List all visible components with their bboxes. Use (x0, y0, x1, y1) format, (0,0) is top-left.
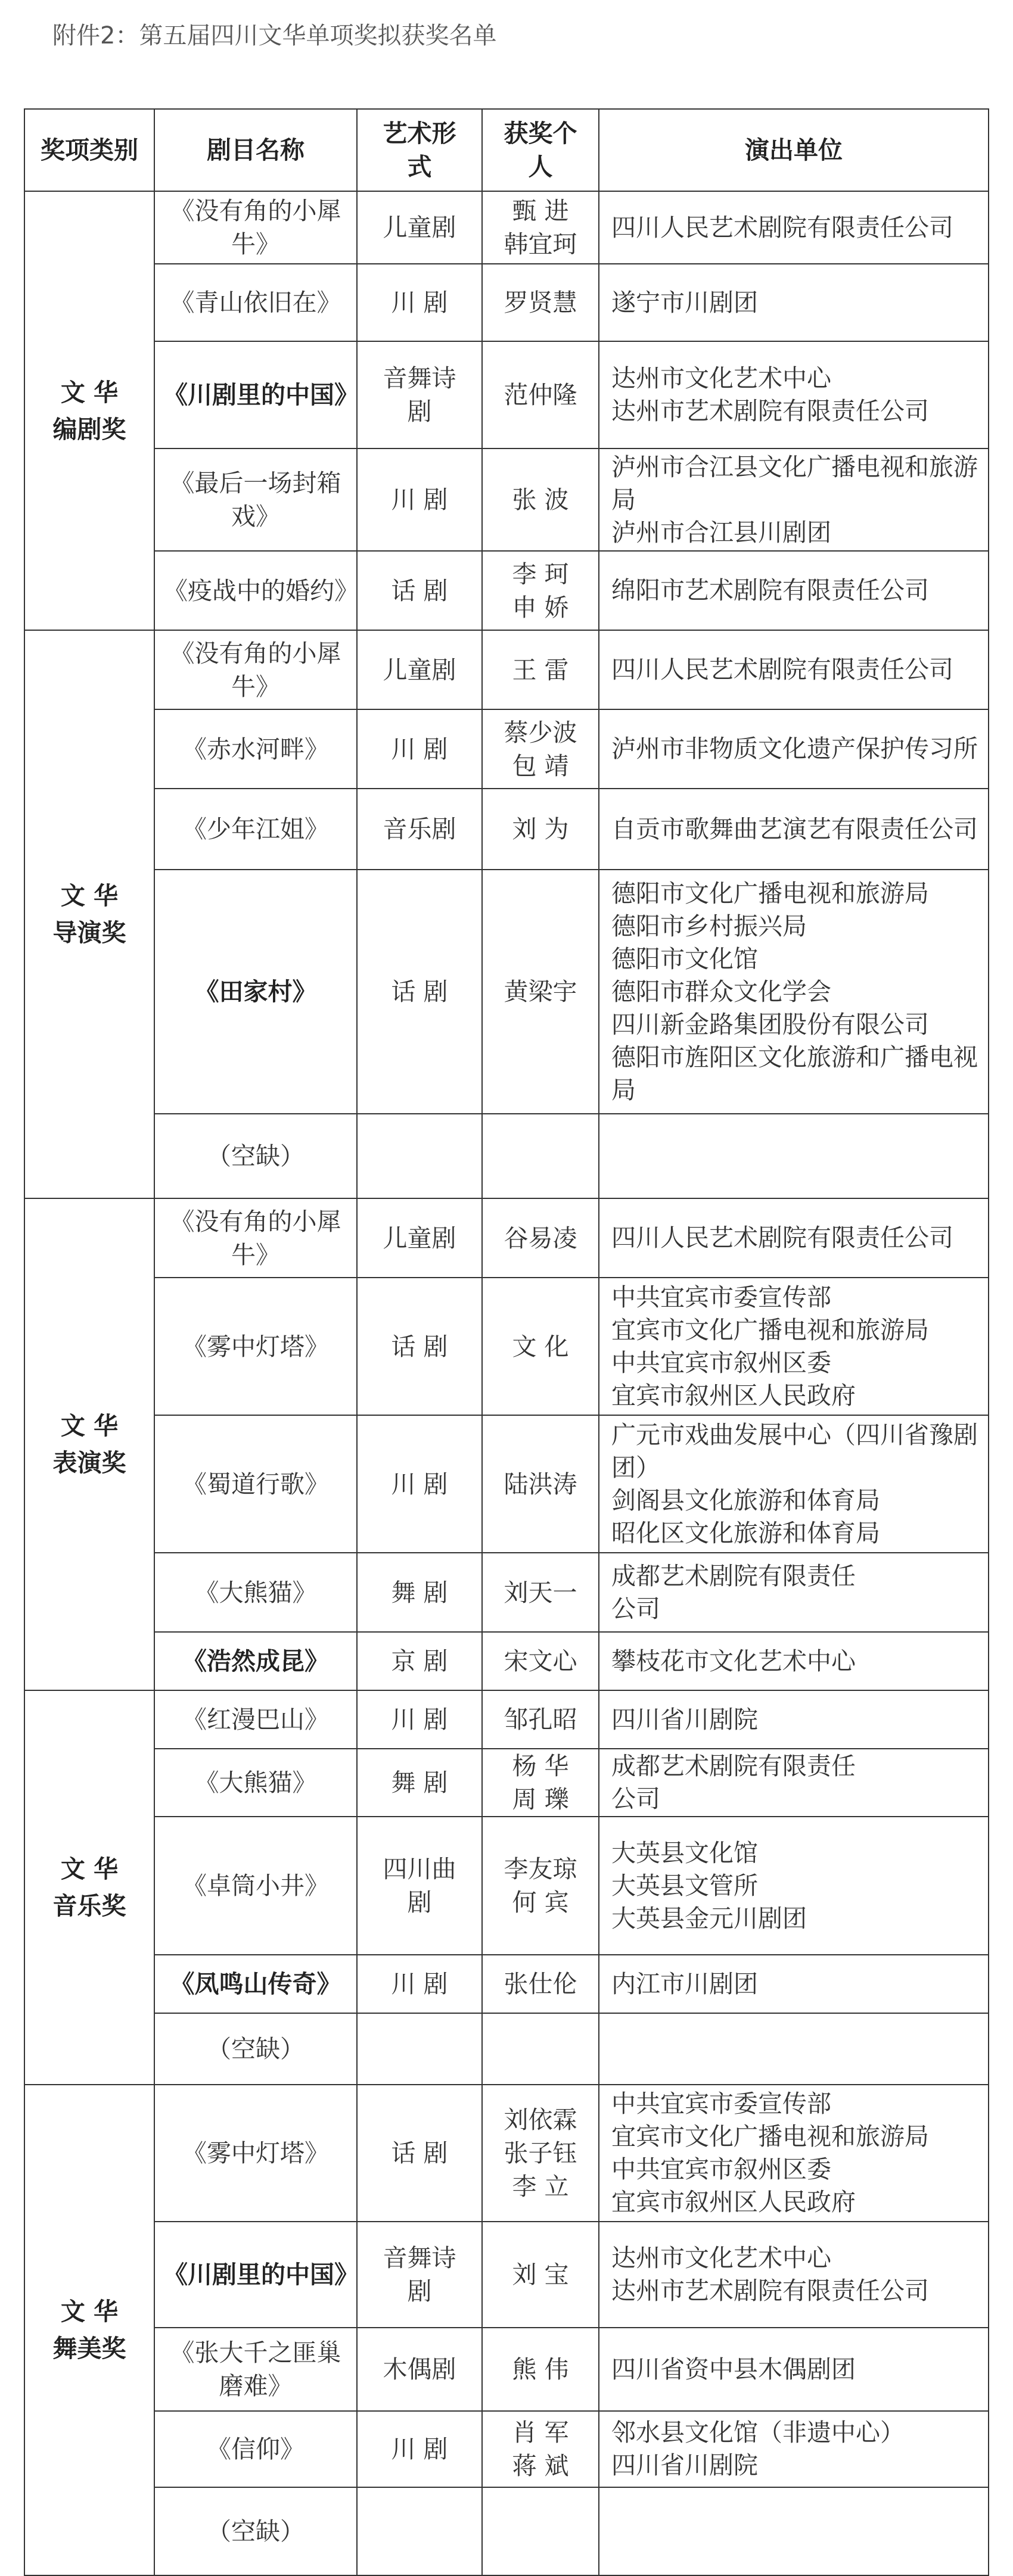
award-person: 刘依霖 (504, 2105, 577, 2134)
award-person-cell (482, 1632, 599, 1690)
play-name: 《没有角的小犀牛》 (154, 1198, 357, 1278)
award-person: 张子钰 (504, 2139, 577, 2167)
play-name: 《凤鸣山传奇》 (154, 1955, 357, 2013)
art-form (357, 2487, 482, 2575)
award-person-cell (482, 630, 599, 709)
performing-unit: 四川人民艺术剧院有限责任公司 (611, 1223, 953, 1252)
award-person: 周 瓅 (512, 1785, 569, 1814)
award-person: 刘天一 (504, 1578, 577, 1607)
performing-unit: 四川人民艺术剧院有限责任公司 (611, 213, 953, 242)
performing-unit-cell (599, 551, 989, 630)
performing-unit-cell (599, 630, 989, 709)
performing-unit: 剑阁县文化旅游和体育局 (611, 1485, 880, 1515)
play-name: 《赤水河畔》 (154, 709, 357, 789)
performing-unit: 德阳市群众文化学会 (611, 977, 831, 1006)
performing-unit-cell (599, 1553, 989, 1632)
table-row (24, 341, 989, 448)
performing-unit: 达州市文化艺术中心 (611, 364, 831, 393)
award-person-cell (482, 2085, 599, 2222)
play-name: 《疫战中的婚约》 (154, 551, 357, 630)
award-person-cell (482, 264, 599, 341)
performing-unit-cell (599, 2085, 989, 2222)
performing-unit: 中共宜宾市委宣传部 (611, 1282, 831, 1312)
play-name: （空缺） (154, 2487, 357, 2575)
award-person: 邹孔昭 (504, 1705, 577, 1734)
performing-unit-cell (599, 1415, 989, 1553)
performing-unit: 德阳市乡村振兴局 (611, 911, 807, 940)
performing-unit: 自贡市歌舞曲艺演艺有限责任公司 (611, 814, 978, 843)
table-row (24, 1690, 989, 1749)
art-form: 木偶剧 (357, 2328, 482, 2411)
performing-unit: 达州市艺术剧院有限责任公司 (611, 2276, 929, 2305)
performing-unit: 公司 (611, 1784, 660, 1813)
award-person: 李 珂 (512, 559, 569, 588)
art-form: 川 剧 (357, 1955, 482, 2013)
art-form: 儿童剧 (357, 1198, 482, 1278)
table-row (24, 191, 989, 264)
table-row (24, 1278, 989, 1415)
award-person-cell (482, 1553, 599, 1632)
award-person: 熊 伟 (512, 2355, 569, 2384)
table-row (24, 1749, 989, 1817)
performing-unit-cell (599, 2013, 989, 2085)
award-person: 韩宜珂 (504, 230, 577, 258)
performing-unit: 中共宜宾市委宣传部 (611, 2089, 831, 2118)
table-header-row (24, 109, 989, 191)
performing-unit: 大英县金元川剧团 (611, 1904, 807, 1933)
art-form: 音乐剧 (357, 789, 482, 870)
performing-unit-cell (599, 789, 989, 870)
performing-unit-cell (599, 2328, 989, 2411)
performing-unit: 四川省资中县木偶剧团 (611, 2354, 856, 2384)
art-form: 话 剧 (357, 2085, 482, 2222)
category-label: 编剧奖 (52, 415, 126, 444)
performing-unit: 泸州市合江县川剧团 (611, 518, 831, 547)
header-play: 剧目名称 (154, 109, 357, 191)
award-person-cell (482, 2222, 599, 2328)
performing-unit-cell (599, 448, 989, 551)
art-form: 话 剧 (357, 870, 482, 1114)
table-row (24, 2085, 989, 2222)
award-person-cell (482, 870, 599, 1114)
performing-unit-cell (599, 1632, 989, 1690)
document-title: 附件2：第五届四川文华单项奖拟获奖名单 (52, 22, 497, 49)
award-table (24, 108, 989, 2576)
performing-unit: 泸州市非物质文化遗产保护传习所 (611, 734, 978, 763)
play-name: 《大熊猫》 (154, 1553, 357, 1632)
play-name: 《雾中灯塔》 (154, 2085, 357, 2222)
performing-unit-cell (599, 1817, 989, 1955)
play-name: 《蜀道行歌》 (154, 1415, 357, 1553)
performing-unit: 大英县文化馆 (611, 1838, 758, 1867)
award-person-cell (482, 448, 599, 551)
art-form: 川 剧 (357, 709, 482, 789)
table-row (24, 2411, 989, 2487)
award-person-cell (482, 1278, 599, 1415)
table-row (24, 2222, 989, 2328)
performing-unit: 大英县文管所 (611, 1871, 758, 1900)
award-person: 范仲隆 (504, 381, 577, 409)
performing-unit-cell (599, 1955, 989, 2013)
category-label: 文 华 (60, 881, 119, 910)
play-name: （空缺） (154, 2013, 357, 2085)
table-row (24, 1817, 989, 1955)
performing-unit: 成都艺术剧院有限责任 (611, 1752, 856, 1780)
performing-unit: 德阳市旌阳区文化旅游和广播电视局 (611, 1042, 978, 1104)
table-row (24, 2487, 989, 2575)
art-form: 川 剧 (357, 448, 482, 551)
performing-unit: 邻水县文化馆（非遗中心） (611, 2418, 905, 2447)
performing-unit-cell (599, 1690, 989, 1749)
category-cell (24, 1198, 154, 1690)
award-person-cell (482, 1415, 599, 1553)
performing-unit-cell (599, 341, 989, 448)
performing-unit: 成都艺术剧院有限责任 (611, 1561, 856, 1590)
category-cell (24, 2085, 154, 2575)
award-person-cell (482, 191, 599, 264)
category-cell (24, 1690, 154, 2085)
art-form: 川 剧 (357, 1415, 482, 1553)
award-person: 包 靖 (512, 751, 569, 780)
header-person: 获奖个人 (482, 109, 599, 191)
table-row (24, 264, 989, 341)
play-name: 《浩然成昆》 (154, 1632, 357, 1690)
performing-unit: 内江市川剧团 (611, 1969, 758, 1998)
award-person-cell (482, 551, 599, 630)
table-row (24, 870, 989, 1114)
performing-unit: 德阳市文化馆 (611, 944, 758, 973)
art-form: 音舞诗剧 (357, 2222, 482, 2328)
award-person: 黄梁宇 (504, 977, 577, 1006)
play-name: 《信仰》 (154, 2411, 357, 2487)
award-person: 王 雷 (512, 655, 569, 684)
performing-unit-cell (599, 1198, 989, 1278)
performing-unit: 公司 (611, 1594, 660, 1623)
category-label: 文 华 (60, 2297, 119, 2326)
award-person: 肖 军 (512, 2418, 569, 2447)
table-row (24, 630, 989, 709)
award-person-cell (482, 1198, 599, 1278)
award-person: 申 娇 (512, 593, 569, 622)
play-name: 《张大千之匪巢磨难》 (154, 2328, 357, 2411)
performing-unit: 四川省川剧院 (611, 2451, 758, 2480)
category-label: 文 华 (60, 1412, 119, 1440)
category-cell (24, 191, 154, 630)
art-form: 川 剧 (357, 1690, 482, 1749)
award-person-cell (482, 2328, 599, 2411)
award-person: 谷易凌 (504, 1223, 577, 1253)
play-name: 《没有角的小犀牛》 (154, 630, 357, 709)
play-name: 《川剧里的中国》 (154, 2222, 357, 2328)
performing-unit: 宜宾市文化广播电视和旅游局 (611, 2122, 929, 2151)
performing-unit: 宜宾市叙州区人民政府 (611, 1381, 856, 1410)
art-form: 话 剧 (357, 1278, 482, 1415)
table-row (24, 789, 989, 870)
award-person-cell (482, 709, 599, 789)
award-person: 刘 为 (512, 815, 569, 843)
table-row (24, 448, 989, 551)
header-category: 奖项类别 (24, 109, 154, 191)
performing-unit: 中共宜宾市叙州区委 (611, 2155, 831, 2183)
art-form: 儿童剧 (357, 630, 482, 709)
art-form: 舞 剧 (357, 1749, 482, 1817)
award-person: 蒋 斌 (512, 2452, 569, 2480)
category-label: 表演奖 (52, 1449, 126, 1477)
award-person: 宋文心 (504, 1647, 577, 1675)
art-form (357, 1114, 482, 1198)
table-body (24, 191, 989, 2575)
play-name: 《最后一场封箱戏》 (154, 448, 357, 551)
art-form (357, 2013, 482, 2085)
play-name: 《卓筒小井》 (154, 1817, 357, 1955)
performing-unit: 四川省川剧院 (611, 1705, 758, 1734)
category-cell (24, 630, 154, 1198)
performing-unit: 昭化区文化旅游和体育局 (611, 1518, 880, 1547)
performing-unit: 绵阳市艺术剧院有限责任公司 (611, 576, 929, 605)
performing-unit: 攀枝花市文化艺术中心 (611, 1646, 856, 1675)
performing-unit-cell (599, 1749, 989, 1817)
play-name: （空缺） (154, 1114, 357, 1198)
art-form: 儿童剧 (357, 191, 482, 264)
art-form: 川 剧 (357, 264, 482, 341)
table-row (24, 1955, 989, 2013)
play-name: 《红漫巴山》 (154, 1690, 357, 1749)
performing-unit: 广元市戏曲发展中心（四川省豫剧团） (611, 1420, 978, 1482)
table-row (24, 1553, 989, 1632)
award-person: 文 化 (512, 1332, 569, 1361)
award-person-cell (482, 1817, 599, 1955)
table-row (24, 1632, 989, 1690)
performing-unit-cell (599, 870, 989, 1114)
art-form: 音舞诗剧 (357, 341, 482, 448)
header-form: 艺术形式 (357, 109, 482, 191)
play-name: 《没有角的小犀牛》 (154, 191, 357, 264)
performing-unit-cell (599, 1278, 989, 1415)
table-row (24, 2328, 989, 2411)
award-person-cell (482, 1749, 599, 1817)
award-person: 刘 宝 (512, 2260, 569, 2289)
award-person: 李 立 (512, 2172, 569, 2201)
play-name: 《少年江姐》 (154, 789, 357, 870)
performing-unit: 达州市文化艺术中心 (611, 2244, 831, 2272)
play-name: 《川剧里的中国》 (154, 341, 357, 448)
performing-unit: 宜宾市文化广播电视和旅游局 (611, 1315, 929, 1344)
award-person: 陆洪涛 (504, 1469, 577, 1499)
table-row (24, 2013, 989, 2085)
play-name: 《雾中灯塔》 (154, 1278, 357, 1415)
award-person: 何 宾 (512, 1888, 569, 1917)
table-row (24, 1415, 989, 1553)
performing-unit-cell (599, 2487, 989, 2575)
table-row (24, 551, 989, 630)
award-person-cell (482, 789, 599, 870)
award-person: 李友琼 (504, 1855, 577, 1883)
award-person: 甄 进 (512, 197, 569, 225)
award-person-cell (482, 1955, 599, 2013)
award-person-cell (482, 1114, 599, 1198)
performing-unit-cell (599, 264, 989, 341)
play-name: 《大熊猫》 (154, 1749, 357, 1817)
award-person-cell (482, 2013, 599, 2085)
award-person: 蔡少波 (504, 718, 577, 747)
performing-unit-cell (599, 2411, 989, 2487)
award-person-cell (482, 341, 599, 448)
performing-unit-cell (599, 191, 989, 264)
award-person: 张仕伦 (504, 1970, 577, 1998)
play-name: 《青山依旧在》 (154, 264, 357, 341)
award-person-cell (482, 2411, 599, 2487)
table-row (24, 1198, 989, 1278)
performing-unit: 四川新金路集团股份有限公司 (611, 1010, 929, 1039)
performing-unit: 中共宜宾市叙州区委 (611, 1348, 831, 1377)
award-person-cell (482, 1690, 599, 1749)
art-form: 舞 剧 (357, 1553, 482, 1632)
category-label: 音乐奖 (52, 1892, 126, 1920)
performing-unit-cell (599, 709, 989, 789)
category-label: 文 华 (60, 1855, 119, 1883)
award-person: 张 波 (512, 485, 569, 514)
performing-unit-cell (599, 1114, 989, 1198)
art-form: 京 剧 (357, 1632, 482, 1690)
award-person: 罗贤慧 (504, 288, 577, 317)
performing-unit-cell (599, 2222, 989, 2328)
performing-unit: 四川人民艺术剧院有限责任公司 (611, 655, 953, 684)
performing-unit: 德阳市文化广播电视和旅游局 (611, 879, 929, 908)
art-form: 话 剧 (357, 551, 482, 630)
award-person: 杨 华 (512, 1752, 569, 1780)
category-label: 舞美奖 (52, 2334, 126, 2363)
art-form: 川 剧 (357, 2411, 482, 2487)
performing-unit: 泸州市合江县文化广播电视和旅游局 (611, 452, 978, 514)
header-unit: 演出单位 (599, 109, 989, 191)
category-label: 导演奖 (52, 918, 126, 947)
performing-unit: 达州市艺术剧院有限责任公司 (611, 397, 929, 425)
table-row (24, 1114, 989, 1198)
performing-unit: 遂宁市川剧团 (611, 288, 758, 317)
category-label: 文 华 (60, 378, 119, 407)
award-person-cell (482, 2487, 599, 2575)
performing-unit: 宜宾市叙州区人民政府 (611, 2188, 856, 2216)
table-row (24, 709, 989, 789)
art-form: 四川曲剧 (357, 1817, 482, 1955)
play-name: 《田家村》 (154, 870, 357, 1114)
